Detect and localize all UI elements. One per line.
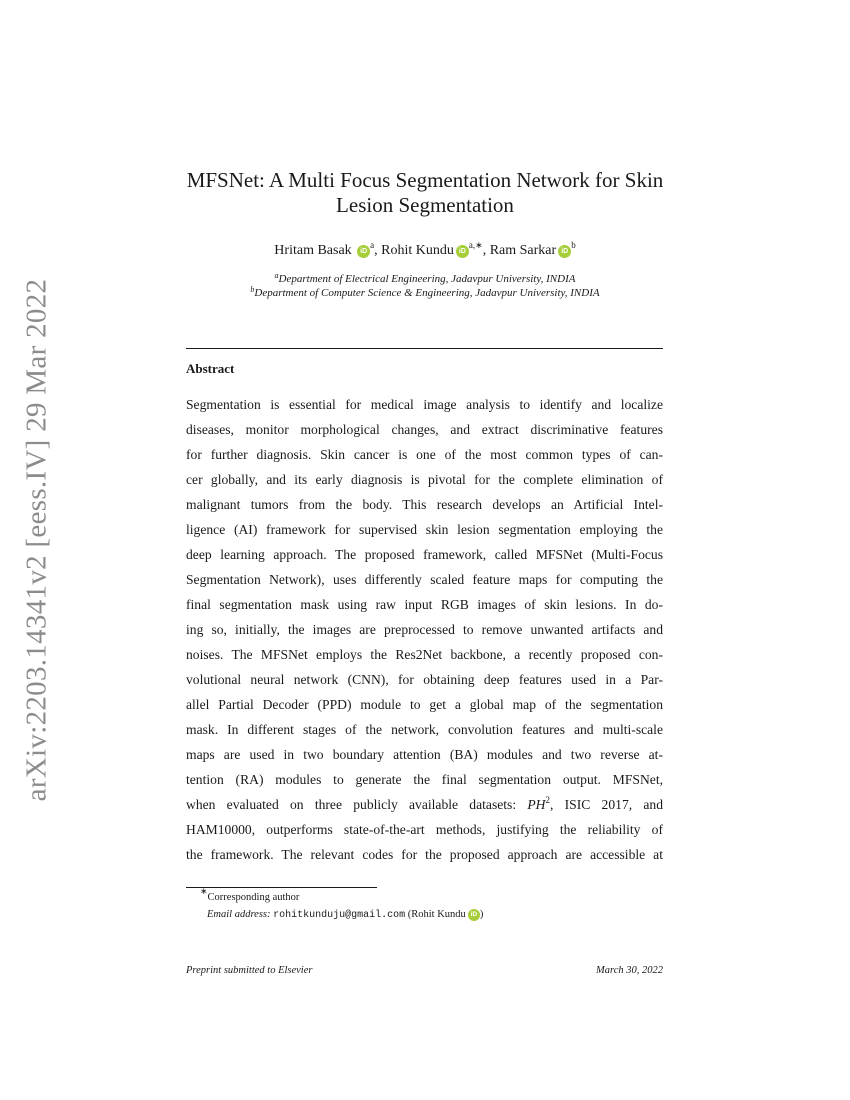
affiliation-mark: b [250, 285, 255, 294]
author-name: Hritam Basak [274, 243, 352, 258]
abstract-line: volutional neural network (CNN), for obtaining deep features used in a Par- [186, 672, 663, 687]
abstract-line: cer globally, and its early diagnosis is pivotal for the complete elimination of [186, 472, 663, 487]
abstract-body [186, 392, 663, 867]
affiliation-list [150, 272, 700, 300]
orcid-icon[interactable]: iD [357, 245, 370, 258]
email-label: Email address: [207, 909, 271, 920]
abstract-text: when evaluated on three publicly available datasets: [186, 797, 517, 812]
abstract-line: allel Partial Decoder (PPD) module to get a global map of the segmentation [186, 697, 663, 712]
affiliation-text: Department of Electrical Engineering, Jadavpur University, INDIA [278, 273, 576, 285]
abstract-text: , ISIC 2017, and [550, 797, 664, 812]
abstract-heading: Abstract [186, 361, 235, 376]
title-line-1: MFSNet: A Multi Focus Segmentation Network for Skin [186, 168, 664, 192]
paper-title [150, 168, 700, 218]
footnote-email [207, 908, 483, 923]
orcid-icon[interactable]: iD [468, 909, 480, 921]
affiliation-text: Department of Computer Science & Engineering, Jadavpur University, INDIA [254, 287, 600, 299]
abstract-line: malignant tumors from the body. This research develops an Artificial Intel- [186, 497, 663, 512]
author-affiliation-mark: a,∗ [468, 240, 483, 250]
title-line-2: Lesion Segmentation [336, 193, 514, 217]
footnote-corresponding [200, 886, 300, 905]
abstract-line: Segmentation is essential for medical image analysis to identify and localize [186, 397, 663, 412]
abstract-line: mask. In different stages of the network, convolution features and multi-scale [186, 722, 663, 737]
author-name: Rohit Kundu [381, 243, 454, 258]
abstract-line: ing so, initially, the images are preprocessed to remove unwanted artifacts and [186, 622, 663, 637]
math-ph: PH [527, 797, 546, 812]
author-name: Ram Sarkar [489, 243, 557, 258]
abstract-line: HAM10000, outperforms state-of-the-art methods, justifying the reliability of [186, 822, 663, 837]
preprint-date: March 30, 2022 [596, 965, 663, 976]
abstract-line: for further diagnosis. Skin cancer is one of the most common types of can- [186, 447, 663, 462]
affiliation-item [150, 286, 700, 300]
email-address-link[interactable]: rohitkunduju@gmail.com [273, 910, 406, 921]
arxiv-stamp-text[interactable]: arXiv:2203.14341v2 [eess.IV] 29 Mar 2022 [20, 278, 53, 802]
math-superscript: 2 [545, 795, 550, 805]
abstract-top-rule [186, 348, 663, 349]
abstract-line: tention (RA) modules to generate the final segmentation output. MFSNet, [186, 772, 663, 787]
footnote-marker: ∗ [200, 886, 208, 896]
abstract-line [186, 792, 663, 817]
orcid-icon[interactable]: iD [558, 245, 571, 258]
author-separator: , [374, 243, 382, 258]
footnote-rule [186, 887, 377, 888]
affiliation-item [150, 272, 700, 286]
abstract-line: diseases, monitor morphological changes, and extract discriminative features [186, 422, 663, 437]
preprint-note: Preprint submitted to Elsevier [186, 965, 313, 976]
author-affiliation-mark: b [571, 240, 576, 250]
abstract-line: deep learning approach. The proposed framework, called MFSNet (Multi-Focus [186, 547, 663, 562]
author-list [150, 240, 700, 262]
author-affiliation-mark: a [370, 240, 375, 250]
abstract-line: the framework. The relevant codes for the proposed approach are accessible at [186, 847, 663, 862]
abstract-line: final segmentation mask using raw input RGB images of skin lesions. In do- [186, 597, 663, 612]
abstract-line: ligence (AI) framework for supervised skin lesion segmentation employing the [186, 522, 663, 537]
affiliation-mark: a [274, 271, 279, 280]
footnote-text: Corresponding author [207, 892, 300, 903]
orcid-icon[interactable]: iD [456, 245, 469, 258]
abstract-line: Segmentation Network), uses differently scaled feature maps for computing the [186, 572, 663, 587]
author-separator: , [482, 243, 490, 258]
abstract-line: maps are used in two boundary attention (BA) modules and two reverse at- [186, 747, 663, 762]
email-owner: (Rohit Kundu [407, 909, 466, 920]
abstract-line: noises. The MFSNet employs the Res2Net backbone, a recently proposed con- [186, 647, 663, 662]
email-close: ) [479, 909, 484, 920]
